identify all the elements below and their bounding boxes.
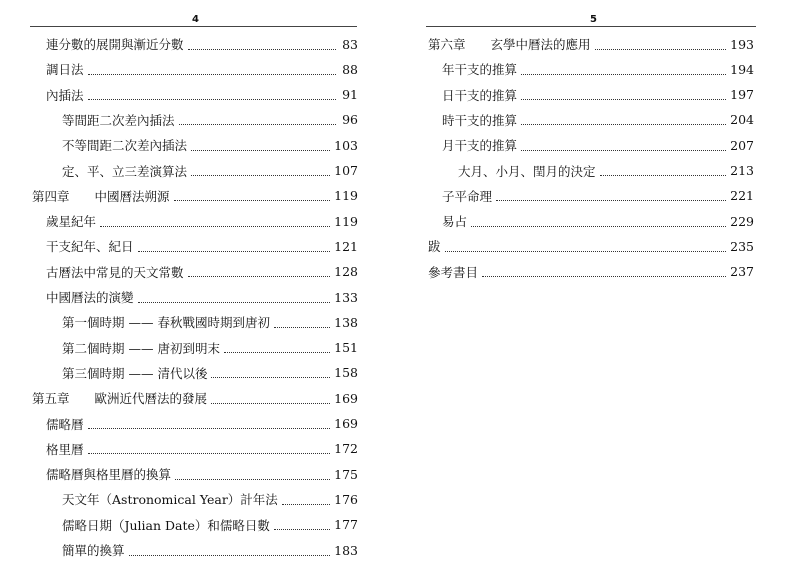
toc-entry-page: 172: [334, 441, 358, 457]
toc-entry-page: 169: [334, 390, 358, 406]
dot-leader: [521, 150, 726, 151]
dot-leader: [179, 124, 336, 125]
dot-leader: [191, 175, 330, 176]
toc-entry-page: 158: [334, 365, 358, 381]
toc-entry-page: 121: [334, 238, 358, 254]
dot-leader: [521, 99, 726, 100]
toc-entry-title: 儒略曆: [46, 416, 84, 432]
toc-entry-page: 96: [342, 112, 358, 128]
dot-leader: [129, 555, 331, 556]
toc-entry-page: 204: [730, 112, 754, 128]
dot-leader: [138, 302, 331, 303]
toc-entry-page: 88: [342, 61, 358, 77]
toc-entry[interactable]: [442, 108, 754, 132]
toc-entry-page: 193: [730, 36, 754, 52]
toc-entry-page: 235: [730, 238, 754, 254]
toc-entry[interactable]: [428, 32, 754, 56]
toc-entry[interactable]: [442, 184, 754, 208]
toc-entry-title: 第一個時期 —— 春秋戰國時期到唐初: [62, 315, 270, 331]
toc-entry[interactable]: [62, 310, 358, 334]
toc-entry[interactable]: [62, 159, 358, 183]
toc-entry[interactable]: [442, 83, 754, 107]
toc-entry[interactable]: [62, 336, 358, 360]
toc-entry-title: 儒略日期（Julian Date）和儒略日數: [62, 517, 270, 533]
toc-entry-title: 大月、小月、閏月的決定: [458, 163, 596, 179]
toc-entry-title: 中國曆法的演變: [46, 290, 134, 305]
toc-entry-page: 119: [334, 213, 358, 229]
dot-leader: [595, 49, 727, 50]
toc-entry-page: 197: [730, 87, 754, 103]
toc-entry-title: 連分數的展開與漸近分數: [46, 37, 184, 52]
toc-entry-title: 日干支的推算: [442, 87, 518, 103]
toc-entry[interactable]: [32, 184, 358, 208]
dot-leader: [496, 200, 726, 201]
dot-leader: [138, 251, 331, 252]
toc-entry-title: 第六章 玄學中曆法的應用: [428, 37, 591, 52]
toc-entry-title: 年干支的推算: [442, 62, 518, 78]
dot-leader: [191, 150, 330, 151]
dot-leader: [521, 74, 726, 75]
toc-entry-page: 221: [730, 188, 754, 204]
dot-leader: [282, 504, 330, 505]
toc-entry-title: 定、平、立三差演算法: [62, 163, 188, 179]
toc-entry[interactable]: [46, 83, 358, 107]
toc-entry[interactable]: [46, 260, 358, 284]
toc-entry-title: 歲星紀年: [46, 214, 97, 230]
toc-entry[interactable]: [62, 133, 358, 157]
dot-leader: [188, 49, 336, 50]
toc-entry[interactable]: [62, 487, 358, 511]
toc-entry[interactable]: [46, 285, 358, 309]
toc-entry[interactable]: [46, 412, 358, 436]
toc-entry-title: 內插法: [46, 87, 84, 103]
toc-entry-page: 107: [334, 163, 358, 178]
dot-leader: [88, 99, 336, 100]
left-page: [0, 0, 396, 565]
toc-entry-title: 時干支的推算: [442, 112, 518, 128]
toc-entry-page: 151: [334, 340, 358, 356]
toc-entry-page: 119: [334, 188, 358, 204]
dot-leader: [482, 276, 726, 277]
toc-entry-title: 子平命理: [442, 188, 493, 204]
toc-entry-title: 跋: [428, 239, 441, 255]
dot-leader: [88, 428, 331, 429]
toc-entry[interactable]: [442, 57, 754, 81]
toc-entry-page: 177: [334, 517, 358, 533]
toc-entry-page: 176: [334, 491, 358, 507]
toc-entry[interactable]: [442, 133, 754, 157]
toc-entry-title: 月干支的推算: [442, 138, 518, 154]
toc-entry-title: 儒略曆與格里曆的換算: [46, 467, 172, 483]
dot-leader: [88, 453, 331, 454]
toc-entry-page: 169: [334, 416, 358, 431]
dot-leader: [274, 327, 330, 328]
toc-entry[interactable]: [62, 361, 358, 385]
toc-entry-page: 83: [342, 36, 358, 52]
page-number: 5: [590, 14, 597, 25]
dot-leader: [100, 226, 330, 227]
dot-leader: [211, 377, 330, 378]
toc-entry-title: 格里曆: [46, 441, 84, 457]
toc-entry-title: 天文年（Astronomical Year）計年法: [62, 492, 278, 508]
toc-entry-page: 103: [334, 137, 358, 153]
dot-leader: [274, 529, 330, 530]
toc-entry-title: 不等間距二次差內插法: [62, 138, 188, 154]
toc-entry-page: 91: [342, 87, 358, 103]
dot-leader: [175, 479, 330, 480]
toc-entry-page: 194: [730, 61, 754, 77]
toc-entry-title: 第四章 中國曆法朔源: [32, 188, 170, 204]
toc-entry-page: 207: [730, 137, 754, 153]
toc-entry-page: 213: [730, 163, 754, 178]
toc-entry-page: 229: [730, 213, 754, 229]
toc-entry-title: 干支紀年、紀日: [46, 239, 134, 255]
toc-entry[interactable]: [46, 32, 358, 56]
toc-entry-title: 第三個時期 —— 清代以後: [62, 365, 208, 381]
dot-leader: [471, 226, 726, 227]
dot-leader: [224, 352, 330, 353]
toc-entry-title: 易占: [442, 214, 468, 230]
toc-entry-page: 237: [730, 264, 754, 280]
right-page: [396, 0, 793, 565]
dot-leader: [188, 276, 331, 277]
toc-entry[interactable]: [428, 260, 754, 284]
toc-entry-page: 175: [334, 466, 358, 482]
toc-entry-title: 參考書目: [428, 264, 479, 280]
toc-entry[interactable]: [62, 513, 358, 537]
toc-entry-page: 138: [334, 314, 358, 330]
header-rule: [30, 26, 357, 27]
toc-entry[interactable]: [442, 209, 754, 233]
toc-entry-page: 128: [334, 264, 358, 280]
page-number: 4: [192, 14, 199, 25]
toc-entry[interactable]: [46, 57, 358, 81]
toc-entry[interactable]: [46, 234, 358, 258]
toc-entry[interactable]: [46, 462, 358, 486]
dot-leader: [521, 124, 726, 125]
toc-entry[interactable]: [32, 386, 358, 410]
toc-entry[interactable]: [428, 234, 754, 258]
dot-leader: [445, 251, 727, 252]
toc-entry[interactable]: [46, 437, 358, 461]
toc-entry-title: 第二個時期 —— 唐初到明末: [62, 340, 220, 356]
toc-entry[interactable]: [62, 108, 358, 132]
dot-leader: [174, 200, 331, 201]
toc-entry-title: 調日法: [46, 62, 84, 78]
dot-leader: [211, 403, 330, 404]
header-rule: [426, 26, 756, 27]
dot-leader: [88, 74, 336, 75]
toc-entry[interactable]: [46, 209, 358, 233]
toc-entry-page: 183: [334, 542, 358, 558]
toc-entry-title: 古曆法中常見的天文常數: [46, 264, 184, 280]
toc-entry-title: 等間距二次差內插法: [62, 112, 175, 128]
toc-entry[interactable]: [458, 159, 754, 183]
dot-leader: [600, 175, 727, 176]
toc-entry-page: 133: [334, 289, 358, 305]
toc-entry-title: 第五章 歐洲近代曆法的發展: [32, 391, 208, 407]
toc-entry-title: 簡單的換算: [62, 543, 125, 558]
toc-entry[interactable]: [62, 538, 358, 562]
